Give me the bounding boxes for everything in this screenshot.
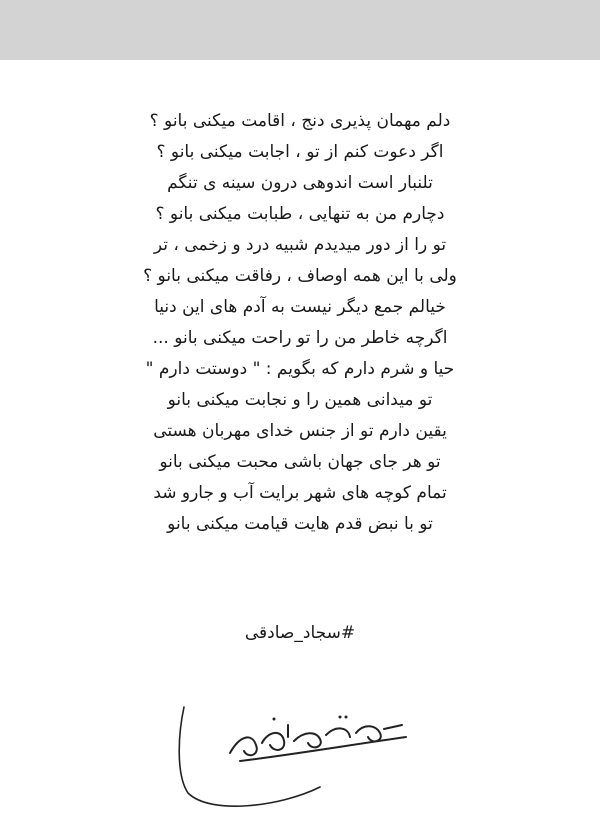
poem-line: ولی با این همه اوصاف ، رفاقت میکنی بانو ؟ (143, 266, 457, 286)
poem-line: خیالم جمع دیگر نیست به آدم های این دنیا (154, 297, 446, 317)
poem-line: دچارم من به تنهایی ، طبابت میکنی بانو ؟ (155, 204, 445, 224)
poem-line: یقین دارم تو از جنس خدای مهربان هستی (153, 421, 447, 441)
signature-dot (273, 718, 276, 721)
signature-dot (345, 716, 348, 719)
poem-line: تو میدانی همین را و نجابت میکنی بانو (167, 390, 433, 410)
poem-line: حیا و شرم دارم که بگویم : " دوستت دارم " (145, 359, 455, 379)
header-bar (0, 0, 600, 60)
poem-line: تمام کوچه های شهر برایت آب و جارو شد (153, 483, 447, 503)
poem-line: تو هر جای جهان باشی محبت میکنی بانو (159, 452, 441, 472)
signature-sweep-stroke (179, 707, 320, 806)
poem-line: تو را از دور میدیدم شبیه درد و زخمی ، تر (153, 235, 447, 255)
author-hashtag: #سجاد_صادقی (244, 623, 356, 643)
poem-line: اگر دعوت کنم از تو ، اجابت میکنی بانو ؟ (156, 142, 444, 162)
poem-line: دلم مهمان پذیری دنج ، اقامت میکنی بانو ؟ (149, 111, 451, 131)
signature-dot (339, 716, 342, 719)
signature-main-stroke (230, 725, 406, 761)
handwritten-signature (170, 695, 430, 825)
poem-line: اگرچه خاطر من را تو راحت میکنی بانو ... (152, 328, 448, 348)
poem-line: تلنبار است اندوهی درون سینه ی تنگم (167, 173, 433, 193)
poem-line: تو با نبض قدم هایت قیامت میکنی بانو (167, 514, 433, 534)
poem-body (0, 106, 600, 540)
